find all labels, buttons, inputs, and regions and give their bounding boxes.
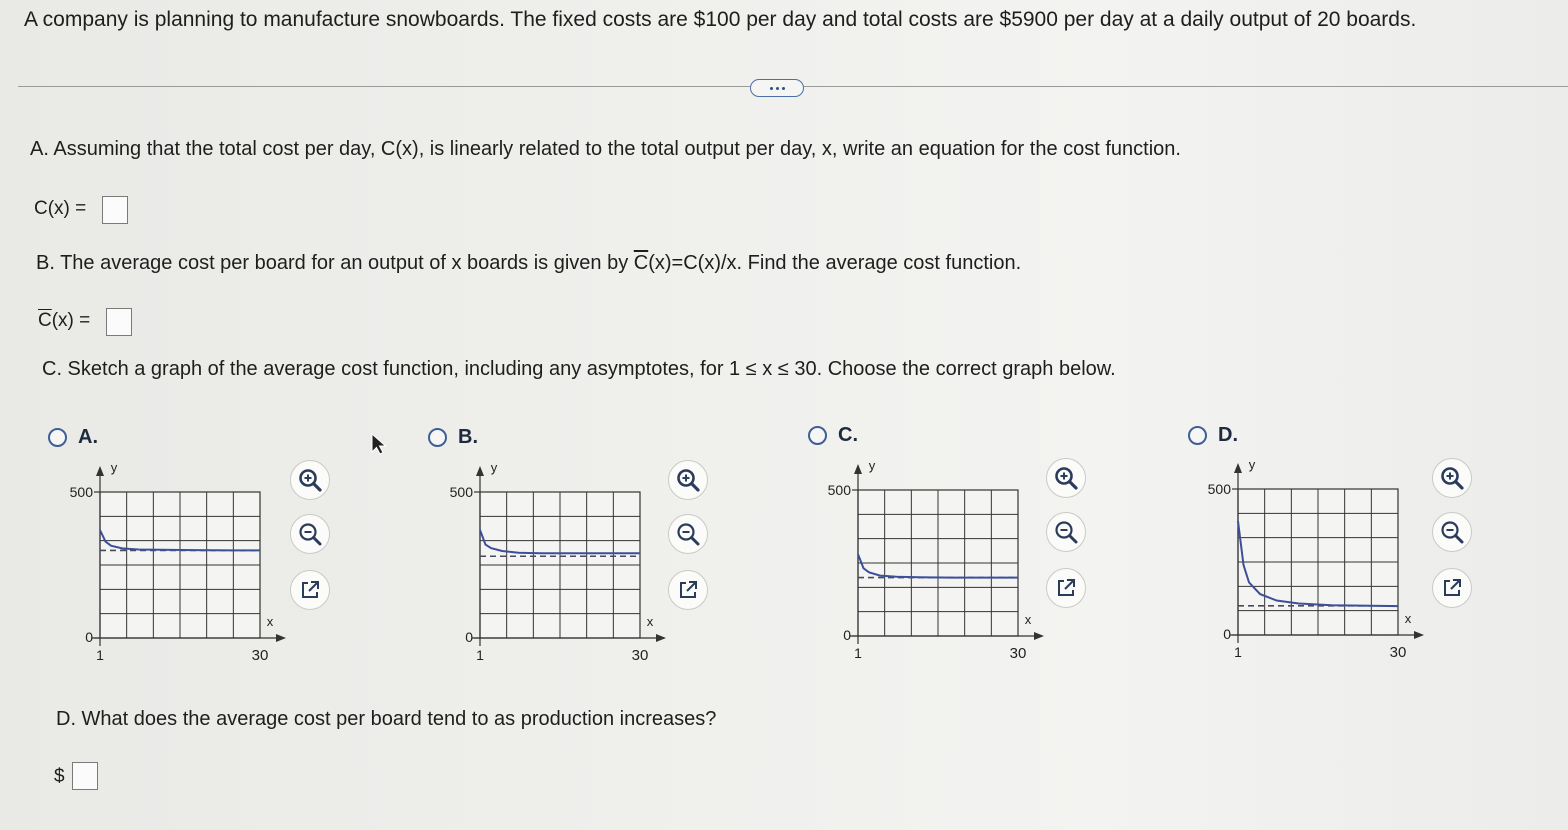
option-b-radio[interactable] (428, 428, 447, 447)
y-tick-label: 0 (843, 627, 851, 643)
zoom-out-icon (297, 521, 323, 547)
cost-function-input[interactable] (102, 196, 128, 224)
external-link-icon (1055, 577, 1077, 599)
open-graph-button-b[interactable] (668, 570, 708, 610)
zoom-in-icon (297, 467, 323, 493)
option-a-graph (50, 455, 300, 675)
option-a-label: A. (78, 426, 98, 448)
zoom-out-button-a[interactable] (290, 514, 330, 554)
zoom-in-button-c[interactable] (1046, 458, 1086, 498)
y-tick-label: 500 (69, 484, 93, 500)
average-cost-input[interactable] (106, 308, 132, 336)
dot-icon (776, 87, 779, 90)
open-graph-button-c[interactable] (1046, 568, 1086, 608)
part-b-label (38, 310, 90, 332)
y-tick-label: 500 (827, 482, 851, 498)
option-c-radio[interactable] (808, 426, 827, 445)
zoom-out-icon (1439, 519, 1465, 545)
x-tick-label: 30 (1009, 645, 1027, 662)
y-tick-label: 500 (449, 484, 473, 500)
y-tick-label: 0 (1223, 626, 1231, 642)
part-b-question (36, 252, 1021, 275)
y-axis-label: y (1248, 457, 1256, 472)
zoom-in-icon (1439, 465, 1465, 491)
external-link-icon (677, 579, 699, 601)
option-d-radio[interactable] (1188, 426, 1207, 445)
zoom-in-icon (675, 467, 701, 493)
y-axis-label: y (868, 458, 876, 473)
dollar-sign: $ (54, 766, 65, 787)
option-a-radio[interactable] (48, 428, 67, 447)
option-c-graph (808, 453, 1058, 673)
x-axis-label: x (1404, 611, 1412, 626)
part-c-question: C. Sketch a graph of the average cost function, including any asymptotes, for 1 ≤ x ≤ 30. Choose the correct graph below. (42, 358, 1116, 380)
part-b-text: B. The average cost per board for an output of x boards is given by (36, 252, 634, 274)
zoom-in-button-a[interactable] (290, 460, 330, 500)
y-axis-arrow (1234, 463, 1242, 473)
c-bar-symbol: $\overline{C}$ (633, 252, 649, 274)
part-a-question: A. Assuming that the total cost per day, C(x), is linearly related to the total output per day, x, write an equation for the cost function. (30, 138, 1181, 160)
part-a-label: C(x) = (34, 198, 87, 219)
dot-icon (782, 87, 785, 90)
x-axis-label: x (646, 614, 654, 629)
dot-icon (770, 87, 773, 90)
x-axis-arrow (276, 634, 286, 642)
x-tick-label: 1 (96, 647, 104, 663)
zoom-in-button-d[interactable] (1432, 458, 1472, 498)
y-axis-arrow (96, 466, 104, 476)
option-b-graph (430, 455, 680, 675)
y-axis-arrow (854, 464, 862, 474)
zoom-in-button-b[interactable] (668, 460, 708, 500)
x-tick-label: 1 (476, 647, 484, 663)
part-d-question: D. What does the average cost per board tend to as production increases? (56, 708, 717, 730)
y-tick-label: 0 (85, 629, 93, 645)
zoom-in-icon (1053, 465, 1079, 491)
limit-answer-input[interactable] (72, 762, 98, 790)
problem-statement: A company is planning to manufacture snowboards. The fixed costs are $100 per day and total costs are $5900 per day at a daily output of 20 boards. (24, 8, 1417, 31)
open-graph-button-d[interactable] (1432, 568, 1472, 608)
mouse-pointer-icon (370, 432, 388, 456)
zoom-out-icon (1053, 519, 1079, 545)
expand-more-button[interactable] (750, 79, 804, 97)
y-tick-label: 500 (1207, 481, 1231, 497)
x-tick-label: 30 (631, 647, 649, 664)
x-axis-arrow (1034, 632, 1044, 640)
x-tick-label: 30 (1389, 644, 1407, 661)
y-axis-label: y (110, 460, 118, 475)
y-axis-label: y (490, 460, 498, 475)
open-graph-button-a[interactable] (290, 570, 330, 610)
option-c-label: C. (838, 424, 858, 446)
x-axis-label: x (1024, 612, 1032, 627)
x-axis-arrow (1414, 631, 1424, 639)
option-b-label: B. (458, 426, 478, 448)
zoom-out-button-d[interactable] (1432, 512, 1472, 552)
zoom-out-icon (675, 521, 701, 547)
zoom-out-button-b[interactable] (668, 514, 708, 554)
x-axis-label: x (266, 614, 274, 629)
external-link-icon (299, 579, 321, 601)
part-b-label-rest: (x) = (51, 310, 91, 331)
y-axis-arrow (476, 466, 484, 476)
external-link-icon (1441, 577, 1463, 599)
zoom-out-button-c[interactable] (1046, 512, 1086, 552)
option-d-graph (1188, 452, 1438, 672)
c-bar-label: $\overline{C}$ (38, 310, 52, 331)
option-d-label: D. (1218, 424, 1238, 446)
x-tick-label: 1 (1234, 644, 1242, 660)
x-tick-label: 1 (854, 645, 862, 661)
y-tick-label: 0 (465, 629, 473, 645)
x-axis-arrow (656, 634, 666, 642)
part-b-text-end: (x)=C(x)/x. Find the average cost function. (648, 252, 1022, 274)
x-tick-label: 30 (251, 647, 269, 664)
